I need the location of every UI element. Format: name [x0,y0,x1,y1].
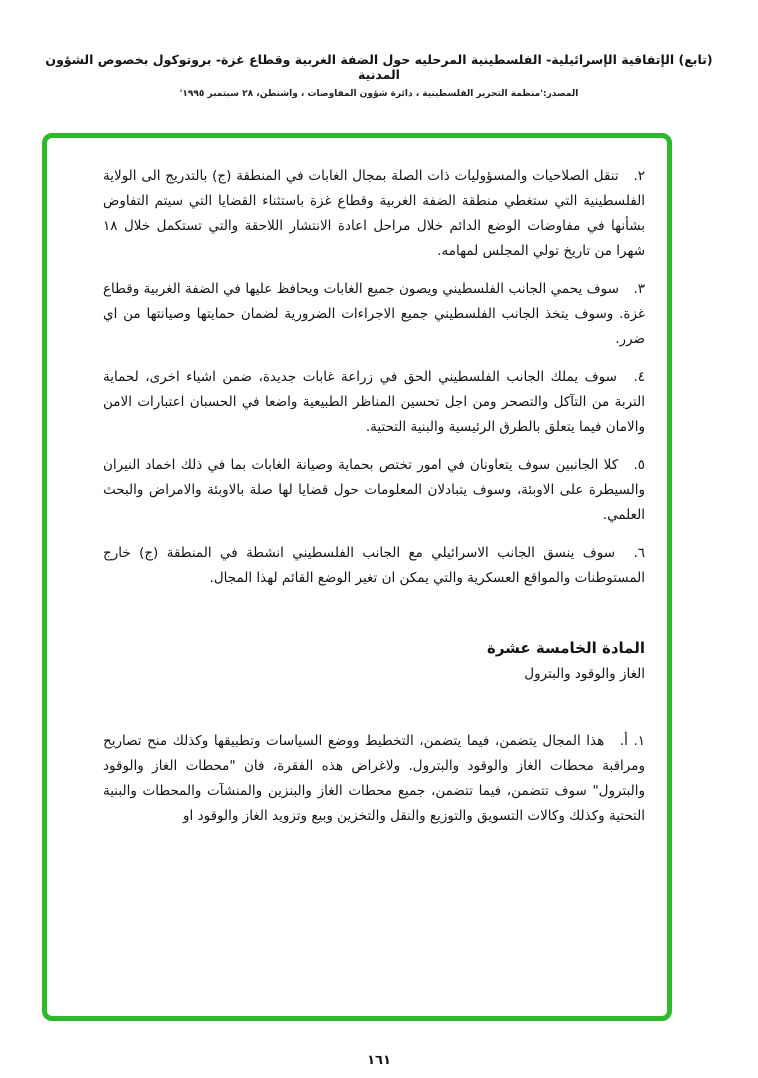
article-body [103,729,645,829]
forest-item-2 [103,164,645,264]
item-text: هذا المجال يتضمن، فيما يتضمن، التخطيط ووضع السياسات وتطبيقها وكذلك منح تصاريح ومراقبة محطات الغاز والوقود والبترول. ولاغراض هذه الفقرة، فان "محطات الغاز والوقود والبترول" سوف تتضمن، فيما تتضمن، جميع محطات الغاز والبنزين والمنشآت والمحطات والبنية التحتية وكذلك وكالات التسويق والتوزيع والنقل والتخزين وبيع وتزويد الغاز والوقود او [103,733,645,824]
item-number: ٢. [633,168,645,184]
article-item-1a [103,729,645,829]
document-source-line: المصدر:'منظمة التحرير الفلسطينية ، دائرة شؤون المفاوضات ، واشنطن، ٢٨ سبتمبر ١٩٩٥' [179,89,579,99]
item-text: سوف يحمي الجانب الفلسطيني ويصون جميع الغابات ويحافظ عليها في الضفة الغربية وقطاع غزة. وسوف يتخذ الجانب الفلسطيني جميع الاجراءات الضرورية لضمان حمايتها وصيانتها من اي ضرر. [103,281,645,347]
item-text: سوف ينسق الجانب الاسرائيلي مع الجانب الفلسطيني انشطة في المنطقة (ج) خارج المستوطنات والمواقع العسكرية والتي يمكن ان تغير الوضع القائم لهذا المجال. [103,545,645,586]
forest-item-5 [103,453,645,528]
forest-item-3 [103,277,645,352]
page-number: ١٦١ [367,1053,391,1068]
item-text: سوف يملك الجانب الفلسطيني الحق في زراعة غابات جديدة، ضمن اشياء اخرى، لحماية التربة من التآكل والتصحر ومن اجل تحسين المناظر الطبيعية واضعا في الحسبان اعتبارات الامن والامان فيما يتعلق بالطرق الرئيسية والبنية التحتية. [103,369,645,435]
content-border-box [42,133,672,1021]
document-header [0,0,758,99]
item-text: كلا الجانبين سوف يتعاونان في امور تختص بحماية وصيانة الغابات بما في ذلك اخماد النيران والسيطرة على الاوبئة، وسوف يتبادلان المعلومات حول قضايا لها صلة بالاوبئة والامراض والبحث العلمي. [103,457,645,523]
article-title: المادة الخامسة عشرة [486,639,645,657]
item-number: ٥. [633,457,645,473]
item-number: ٣. [633,281,645,297]
item-number: ٦. [633,545,645,561]
item-number: ١. أ. [619,733,645,749]
item-text: تنقل الصلاحيات والمسؤوليات ذات الصلة بمجال الغابات في المنطقة (ج) بالتدريج الى الولاية الفلسطينية التي ستغطي منطقة الضفة الغربية وقطاع غزة باستثناء القضايا التي سيتم التفاوض بشأنها في مفاوضات الوضع الدائم خلال مراحل اعادة الانتشار اللاحقة والتي تستكمل خلال ١٨ شهرا من تاريخ تولي المجلس لمهامه. [103,168,645,259]
forest-item-4 [103,365,645,440]
forest-item-6 [103,541,645,591]
article-subtitle: الغاز والوقود والبترول [524,666,645,682]
item-number: ٤. [633,369,645,385]
document-title: (تابع) الإتفاقية الإسرائيلية- الفلسطينية المرحليه حول الضفة الغربية وقطاع غزة- بروتوكول بخصوص الشؤون المدنية [45,52,713,82]
